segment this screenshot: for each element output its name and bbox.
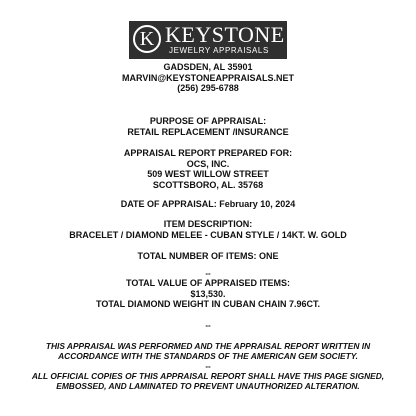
standards-note-line-1: THIS APPRAISAL WAS PERFORMED AND THE APPRAISAL REPORT WRITTEN IN	[45, 341, 371, 351]
separator-dash: --	[205, 269, 211, 278]
purpose-value: RETAIL REPLACEMENT /INSURANCE	[127, 126, 289, 137]
client-street: 509 WEST WILLOW STREET	[147, 169, 269, 179]
separator-block	[0, 322, 416, 330]
appraisal-date: DATE OF APPRAISAL: February 10, 2024	[120, 199, 296, 209]
separator-block-2	[0, 363, 416, 371]
standards-note-line-2: ACCORDANCE WITH THE STANDARDS OF THE AMERICAN GEM SOCIETY.	[58, 351, 358, 361]
prepared-for-block	[0, 148, 416, 190]
contact-email: MARVIN@KEYSTONEAPPRAISALS.NET	[122, 72, 294, 83]
copies-note-line-2: EMBOSSED, AND LAMINATED TO PREVENT UNAUTHORIZED ALTERATION.	[56, 381, 360, 391]
total-value-heading: TOTAL VALUE OF APPRAISED ITEMS:	[125, 278, 290, 288]
separator-dash: --	[205, 362, 211, 371]
copies-note-line-1: ALL OFFICIAL COPIES OF THIS APPRAISAL REPORT SHALL HAVE THIS PAGE SIGNED,	[31, 371, 385, 381]
copies-note	[0, 371, 416, 391]
contact-city: GADSDEN, AL 35901	[163, 62, 253, 72]
contact-block	[0, 62, 416, 94]
date-block	[0, 199, 416, 210]
contact-phone: (256) 295-6788	[177, 83, 239, 93]
separator-dash: --	[205, 321, 211, 330]
count-block	[0, 251, 416, 262]
logo-k-emblem: K	[133, 25, 161, 53]
item-heading: ITEM DESCRIPTION:	[163, 219, 253, 229]
item-count: TOTAL NUMBER OF ITEMS: ONE	[137, 251, 279, 261]
keystone-logo	[129, 21, 287, 59]
item-block	[0, 219, 416, 240]
prepared-for-heading: APPRAISAL REPORT PREPARED FOR:	[123, 148, 293, 158]
client-name: OCS, INC.	[186, 158, 230, 169]
standards-note	[0, 341, 416, 361]
logo-subtitle: JEWELRY APPRAISALS	[169, 46, 269, 55]
totals-block	[0, 270, 416, 310]
purpose-block	[0, 116, 416, 137]
item-description: BRACELET / DIAMOND MELEE - CUBAN STYLE / 14KT. W. GOLD	[69, 229, 347, 240]
total-diamond-weight: TOTAL DIAMOND WEIGHT IN CUBAN CHAIN 7.96CT.	[95, 299, 320, 309]
client-city: SCOTTSBORO, AL. 35768	[152, 179, 264, 190]
total-value-amount: $13,530.	[190, 288, 226, 299]
logo-name: KEYSTONE	[165, 22, 285, 47]
purpose-heading: PURPOSE OF APPRAISAL:	[149, 116, 267, 126]
